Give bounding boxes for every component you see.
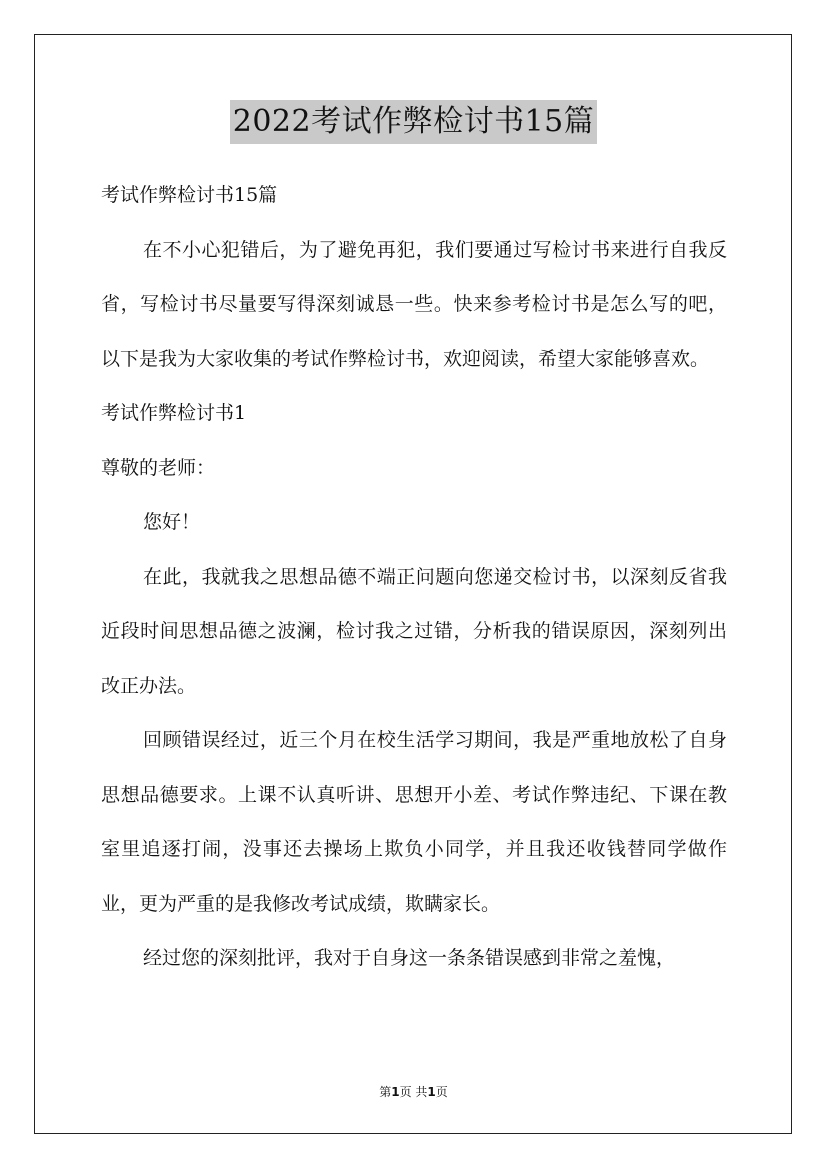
document-title: 2022考试作弊检讨书15篇 — [230, 100, 598, 144]
body-paragraph: 经过您的深刻批评，我对于自身这一条条错误感到非常之羞愧， — [143, 947, 676, 969]
section-heading: 考试作弊检讨书1 — [101, 402, 247, 424]
salutation: 尊敬的老师： — [101, 456, 216, 479]
body-paragraph: 在此，我就我之思想品德不端正问题向您递交检讨书，以深刻反省我近段时间思想品德之波澜，检讨我之过错，分析我的错误原因，深刻列出改正办法。 — [101, 565, 727, 697]
page-mid: 页 共 — [399, 1085, 428, 1099]
title-container — [0, 100, 827, 144]
page-total: 1 — [427, 1085, 436, 1099]
subtitle-line: 考试作弊检讨书15篇 — [101, 184, 278, 206]
page-number: 1 — [391, 1085, 400, 1099]
page-suffix: 页 — [435, 1085, 448, 1099]
greeting: 您好！ — [143, 511, 201, 533]
intro-paragraph: 在不小心犯错后，为了避免再犯，我们要通过写检讨书来进行自我反省，写检讨书尽量要写得深刻诚恳一些。快来参考检讨书是怎么写的吧，以下是我为大家收集的考试作弊检讨书，欢迎阅读，希望大家能够喜欢。 — [101, 238, 727, 370]
body-paragraph: 回顾错误经过，近三个月在校生活学习期间，我是严重地放松了自身思想品德要求。上课不认真听讲、思想开小差、考试作弊违纪、下课在教室里追逐打闹，没事还去操场上欺负小同学，并且我还收钱替同学做作业，更为严重的是我修改考试成绩，欺瞒家长。 — [101, 729, 727, 915]
page-footer — [0, 1083, 827, 1100]
page-prefix: 第 — [379, 1085, 392, 1099]
document-body — [101, 168, 727, 986]
